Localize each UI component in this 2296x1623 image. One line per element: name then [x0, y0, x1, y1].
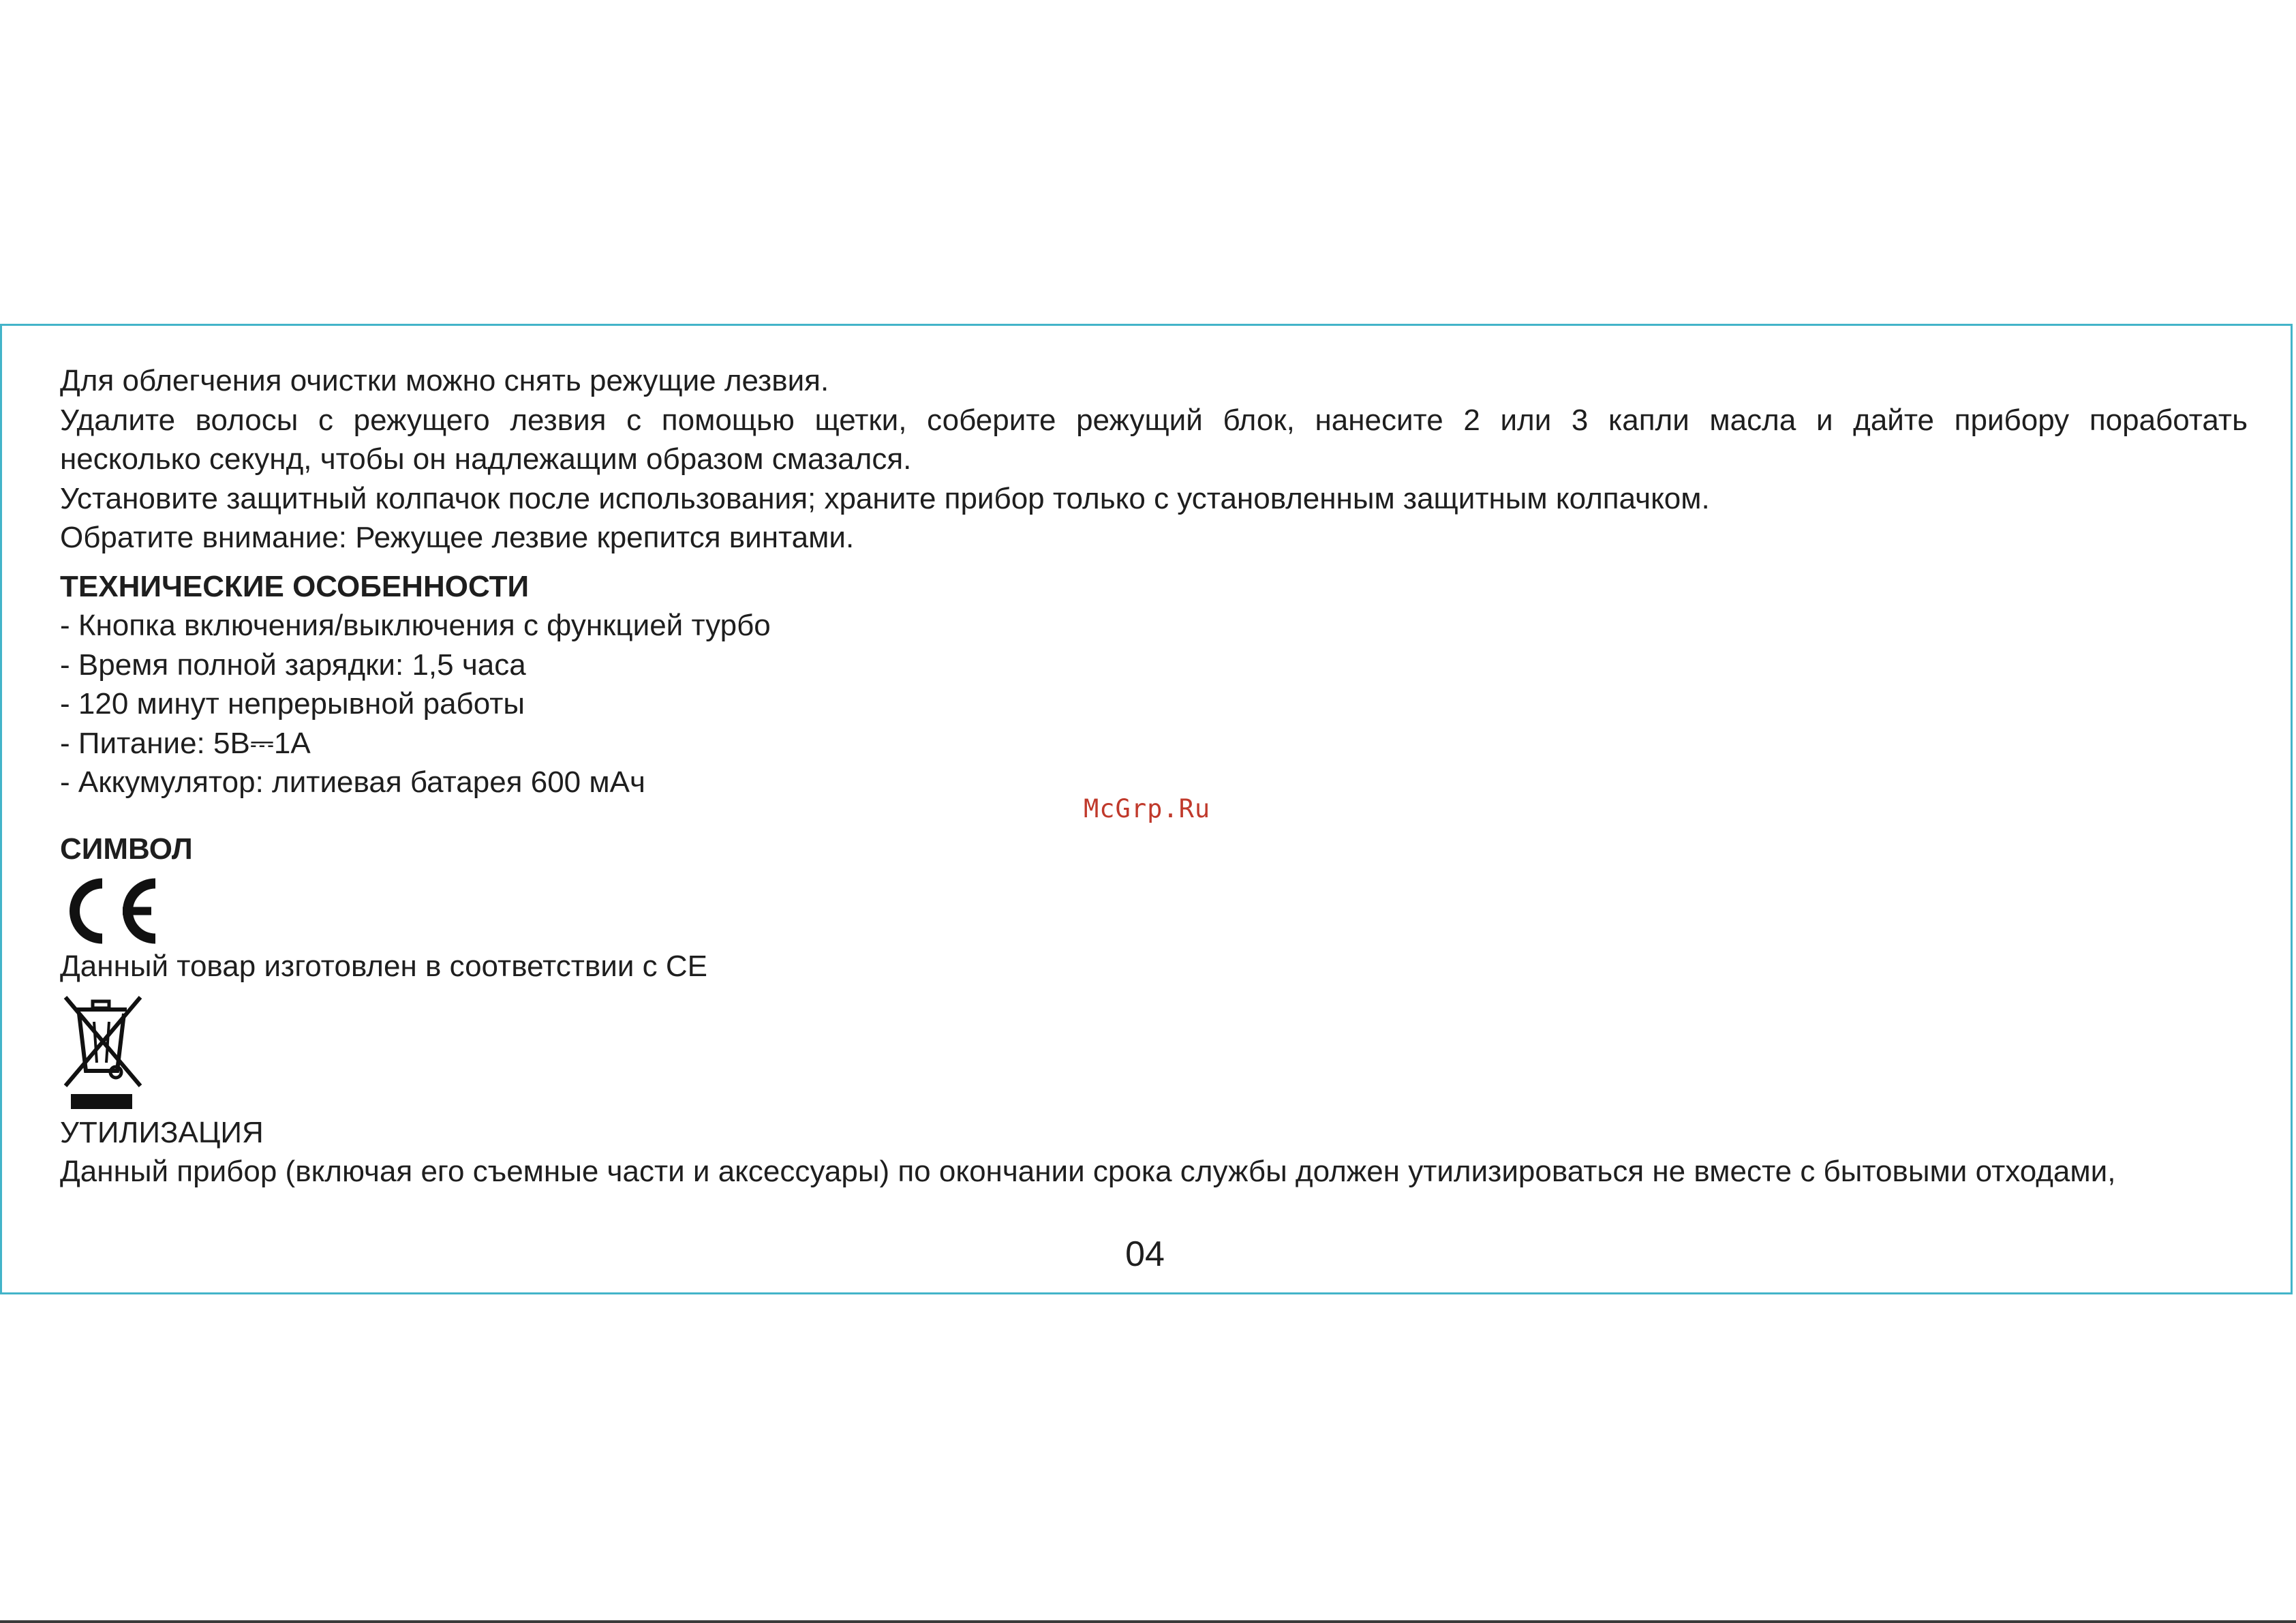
disposal-text: Данный прибор (включая его съемные части и аксессуары) по окончании срока службы должен утилизироваться не вместе с бытовыми отходами,	[60, 1155, 2116, 1188]
symbol-heading: СИМВОЛ	[60, 832, 193, 866]
tech-item-4: - Питание: 5В⎓1А	[60, 726, 311, 760]
body-line-2: Удалите волосы с режущего лезвия с помощью щетки, соберите режущий блок, нанесите 2 или 3 капли масла и дайте прибору поработать	[60, 403, 2248, 437]
tech-item-2: - Время полной зарядки: 1,5 часа	[60, 648, 526, 682]
tech-item-1: - Кнопка включения/выключения с функцией турбо	[60, 609, 771, 642]
body-line-1: Для облегчения очистки можно снять режущие лезвия.	[60, 364, 829, 397]
body-line-4: Установите защитный колпачок после использования; храните прибор только с установленным защитным колпачком.	[60, 481, 1710, 515]
ce-mark-icon	[60, 875, 162, 947]
body-line-5: Обратите внимание: Режущее лезвие крепится винтами.	[60, 521, 855, 554]
disposal-heading: УТИЛИЗАЦИЯ	[60, 1115, 264, 1149]
page-number: 04	[1125, 1234, 1165, 1274]
tech-item-3: - 120 минут непрерывной работы	[60, 687, 525, 721]
document-content	[60, 361, 2248, 1192]
ce-text: Данный товар изготовлен в соответствии с CE	[60, 950, 707, 983]
tech-item-5: - Аккумулятор: литиевая батарея 600 мАч	[60, 765, 645, 799]
crossed-bin-icon	[60, 995, 145, 1110]
tech-heading: ТЕХНИЧЕСКИЕ ОСОБЕННОСТИ	[60, 569, 530, 603]
body-line-3: несколько секунд, чтобы он надлежащим образом смазался.	[60, 442, 912, 476]
watermark: McGrp.Ru	[1084, 794, 1211, 823]
bottom-rule	[0, 1620, 2296, 1623]
